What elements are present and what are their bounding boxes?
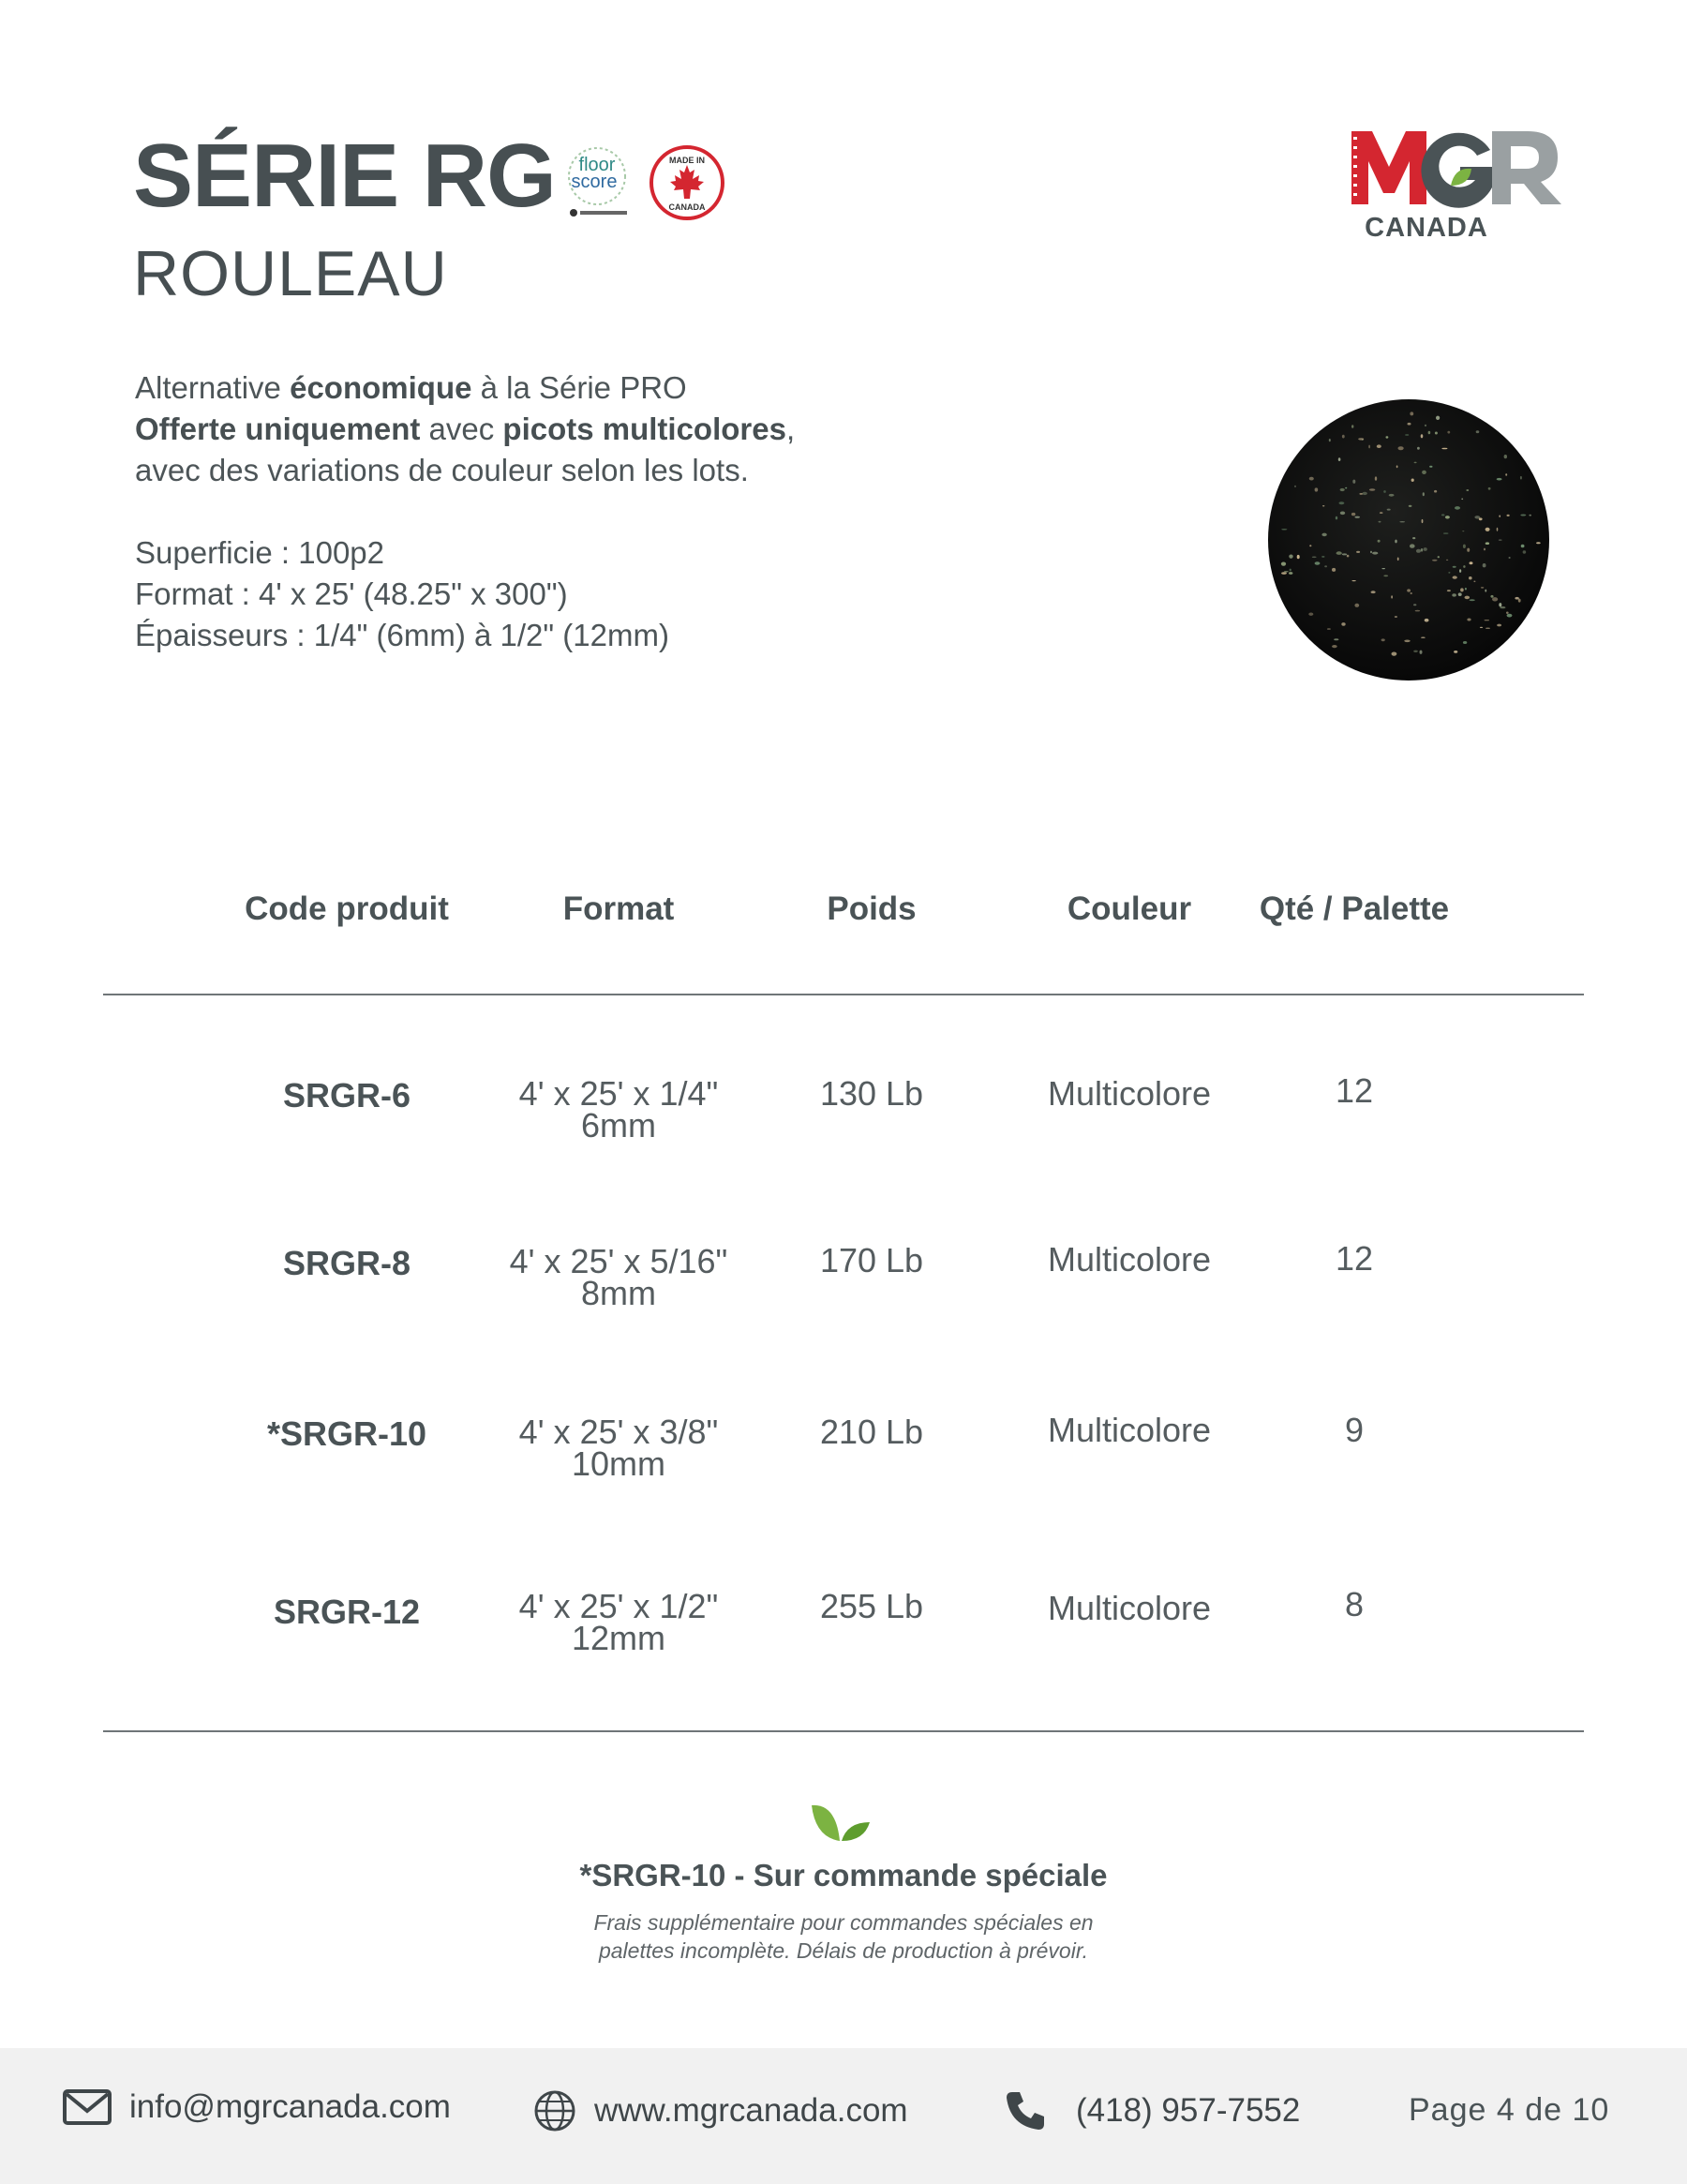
- special-order-title: *SRGR-10 - Sur commande spéciale: [579, 1858, 1108, 1892]
- swatch-speckle: [1492, 597, 1498, 601]
- swatch-speckle: [1398, 446, 1404, 450]
- swatch-speckle: [1381, 638, 1385, 641]
- swatch-speckle: [1342, 435, 1345, 439]
- swatch-speckle: [1289, 555, 1292, 559]
- col-header-weight: Poids: [827, 890, 917, 927]
- mgr-canada-logo: [1350, 122, 1575, 244]
- swatch-speckle: [1414, 462, 1417, 464]
- swatch-speckle: [1392, 652, 1397, 656]
- swatch-speckle: [1507, 614, 1513, 618]
- swatch-speckle: [1463, 545, 1466, 548]
- swatch-speckle: [1432, 560, 1438, 561]
- swatch-speckle: [1520, 476, 1522, 480]
- floorscore-line1: floor: [578, 155, 616, 175]
- spec-format: Format : 4' x 25' (48.25" x 300"): [135, 576, 568, 611]
- made-in-text: MADE IN: [669, 156, 705, 165]
- swatch-speckle: [1507, 515, 1510, 516]
- swatch-speckle: [1422, 471, 1426, 474]
- swatch-speckle: [1504, 455, 1507, 458]
- col-header-color: Couleur: [1067, 890, 1192, 927]
- globe-icon: [532, 2088, 577, 2133]
- swatch-speckle: [1413, 651, 1418, 652]
- product-swatch-image: [1267, 398, 1550, 681]
- product-qty: 12: [1335, 1239, 1374, 1278]
- floorscore-line2: score: [571, 172, 618, 192]
- swatch-speckle: [1399, 521, 1405, 522]
- swatch-speckle: [1375, 476, 1377, 480]
- spec-thickness: Épaisseurs : 1/4" (6mm) à 1/2" (12mm): [135, 618, 669, 652]
- swatch-speckle: [1342, 553, 1347, 555]
- swatch-speckle: [1281, 562, 1286, 566]
- product-weight: 210 Lb: [819, 1413, 924, 1451]
- logo-subtext: CANADA: [1365, 213, 1488, 243]
- swatch-speckle: [1463, 641, 1467, 644]
- spec-area: Superficie : 100p2: [135, 535, 385, 570]
- swatch-speckle: [1395, 540, 1396, 544]
- swatch-speckle: [1529, 515, 1531, 516]
- footer-website[interactable]: [532, 2088, 908, 2133]
- swatch-speckle: [1445, 516, 1450, 518]
- page-number: Page 4 de 10: [1409, 2092, 1610, 2128]
- swatch-speckle: [1354, 516, 1360, 518]
- swatch-speckle: [1284, 571, 1289, 572]
- swatch-speckle: [1371, 591, 1376, 593]
- swatch-speckle: [1312, 557, 1317, 559]
- swatch-speckle: [1467, 548, 1470, 552]
- col-header-format: Format: [562, 890, 675, 927]
- product-qty: 8: [1344, 1585, 1365, 1623]
- swatch-speckle: [1425, 619, 1429, 622]
- made-in-canada-badge: [647, 142, 727, 223]
- swatch-speckle: [1368, 445, 1370, 449]
- swatch-speckle: [1515, 597, 1518, 600]
- swatch-speckle: [1397, 558, 1399, 561]
- swatch-speckle: [1389, 494, 1395, 497]
- swatch-speckle: [1332, 645, 1337, 648]
- swatch-speckle: [1327, 628, 1331, 630]
- page-title: SÉRIE RG: [133, 126, 556, 226]
- swatch-speckle: [1421, 636, 1426, 638]
- swatch-speckle: [1443, 532, 1449, 533]
- swatch-speckle: [1474, 516, 1480, 518]
- swatch-speckle: [1381, 568, 1385, 569]
- swatch-speckle: [1322, 505, 1324, 506]
- product-color: Multicolore: [1047, 1074, 1212, 1113]
- swatch-speckle: [1470, 561, 1473, 564]
- product-format: 4' x 25' x 5/16" 8mm: [509, 1242, 728, 1312]
- product-code: *SRGR-10: [266, 1414, 427, 1453]
- swatch-speckle: [1405, 434, 1409, 435]
- swatch-speckle: [1290, 569, 1291, 572]
- swatch-speckle: [1309, 545, 1311, 546]
- swatch-speckle: [1377, 444, 1381, 448]
- swatch-speckle: [1448, 572, 1450, 574]
- swatch-speckle: [1415, 610, 1420, 612]
- swatch-speckle: [1380, 512, 1383, 514]
- swatch-speckle: [1453, 566, 1456, 568]
- swatch-speckle: [1340, 488, 1345, 491]
- swatch-speckle: [1436, 416, 1440, 420]
- swatch-speckle: [1363, 492, 1367, 495]
- swatch-speckle: [1480, 627, 1483, 628]
- swatch-speckle: [1383, 490, 1386, 493]
- swatch-speckle: [1351, 513, 1355, 516]
- product-color: Multicolore: [1047, 1589, 1212, 1627]
- swatch-speckle: [1506, 612, 1509, 614]
- swatch-speckle: [1459, 569, 1461, 573]
- table-top-rule: [103, 994, 1584, 995]
- swatch-speckle: [1518, 599, 1521, 603]
- swatch-speckle: [1488, 487, 1491, 490]
- product-format: 4' x 25' x 1/2" 12mm: [518, 1587, 719, 1657]
- swatch-speckle: [1505, 473, 1507, 476]
- swatch-speckle: [1413, 604, 1416, 606]
- special-order-note: Frais supplémentaire pour commandes spéciales en palettes incomplète. Délais de production à prévoir.: [593, 1910, 1094, 1963]
- swatch-speckle: [1281, 529, 1287, 530]
- product-color: Multicolore: [1047, 1240, 1212, 1279]
- swatch-speckle: [1321, 533, 1326, 537]
- swatch-speckle: [1438, 556, 1440, 558]
- swatch-speckle: [1485, 620, 1490, 621]
- swatch-speckle: [1332, 568, 1336, 572]
- swatch-speckle: [1447, 590, 1451, 591]
- swatch-speckle: [1356, 551, 1360, 553]
- swatch-speckle: [1315, 487, 1319, 491]
- swatch-speckle: [1423, 492, 1425, 496]
- swatch-speckle: [1485, 628, 1490, 629]
- swatch-speckle: [1425, 425, 1426, 426]
- product-qty: 9: [1344, 1411, 1365, 1449]
- swatch-speckle: [1407, 589, 1411, 591]
- swatch-speckle: [1446, 560, 1448, 561]
- swatch-speckle: [1469, 576, 1472, 579]
- swatch-speckle: [1429, 466, 1432, 468]
- swatch-speckle: [1520, 515, 1526, 516]
- swatch-speckle: [1358, 438, 1364, 440]
- product-color: Multicolore: [1047, 1411, 1212, 1449]
- swatch-speckle: [1289, 572, 1292, 575]
- col-header-code: Code produit: [245, 890, 449, 927]
- swatch-speckle: [1461, 499, 1463, 501]
- swatch-speckle: [1428, 431, 1431, 435]
- swatch-speckle: [1422, 519, 1424, 523]
- swatch-speckle: [1338, 457, 1341, 461]
- swatch-speckle: [1476, 430, 1480, 433]
- swatch-speckle: [1467, 619, 1471, 621]
- swatch-speckle: [1410, 411, 1413, 415]
- swatch-speckle: [1339, 501, 1345, 504]
- swatch-speckle: [1412, 537, 1415, 539]
- swatch-speckle: [1483, 563, 1486, 567]
- swatch-speckle: [1421, 434, 1424, 438]
- swatch-speckle: [1387, 509, 1391, 511]
- swatch-speckle: [1521, 545, 1525, 548]
- swatch-speckle: [1465, 596, 1471, 600]
- product-format: 4' x 25' x 1/4" 6mm: [518, 1074, 719, 1144]
- swatch-speckle: [1435, 432, 1438, 435]
- swatch-speckle: [1455, 506, 1460, 510]
- swatch-speckle: [1466, 489, 1469, 491]
- swatch-speckle: [1354, 604, 1359, 607]
- swatch-speckle: [1434, 490, 1437, 493]
- swatch-speckle: [1499, 516, 1500, 517]
- swatch-speckle: [1499, 603, 1501, 606]
- swatch-speckle: [1411, 592, 1412, 594]
- swatch-speckle: [1370, 551, 1372, 554]
- swatch-speckle: [1497, 478, 1502, 481]
- swatch-speckle: [1383, 575, 1388, 576]
- swatch-speckle: [1523, 550, 1527, 553]
- footer-email[interactable]: [62, 2088, 451, 2126]
- swatch-speckle: [1329, 439, 1331, 441]
- swatch-speckle: [1369, 488, 1375, 491]
- swatch-speckle: [1334, 638, 1338, 640]
- mail-icon: [62, 2088, 112, 2126]
- swatch-speckle: [1485, 590, 1486, 592]
- swatch-speckle: [1281, 572, 1287, 575]
- swatch-speckle: [1473, 581, 1475, 583]
- product-weight: 170 Lb: [819, 1241, 924, 1279]
- col-header-qty: Qté / Palette: [1259, 890, 1450, 927]
- swatch-speckle: [1481, 587, 1484, 588]
- swatch-speckle: [1386, 436, 1389, 438]
- table-bottom-rule: [103, 1730, 1584, 1732]
- swatch-speckle: [1536, 542, 1541, 544]
- swatch-speckle: [1465, 588, 1467, 591]
- product-format: 4' x 25' x 3/8" 10mm: [518, 1413, 719, 1483]
- swatch-speckle: [1485, 542, 1489, 545]
- swatch-speckle: [1452, 593, 1456, 596]
- swatch-speckle: [1294, 486, 1296, 487]
- swatch-speckle: [1485, 528, 1490, 531]
- swatch-speckle: [1421, 548, 1423, 552]
- product-weight: 255 Lb: [819, 1587, 924, 1625]
- swatch-speckle: [1441, 514, 1445, 516]
- swatch-speckle: [1321, 556, 1324, 558]
- swatch-speckle: [1484, 548, 1485, 551]
- swatch-speckle: [1315, 561, 1321, 564]
- floorscore-badge: [559, 142, 635, 219]
- leaf-icon: [808, 1800, 873, 1847]
- swatch-speckle: [1409, 505, 1412, 507]
- swatch-speckle: [1308, 613, 1313, 616]
- swatch-speckle: [1500, 606, 1505, 608]
- swatch-speckle: [1341, 622, 1345, 626]
- page-subtitle: ROULEAU: [133, 238, 448, 309]
- swatch-speckle: [1309, 477, 1314, 481]
- swatch-speckle: [1410, 544, 1415, 547]
- swatch-speckle: [1345, 487, 1347, 489]
- product-qty: 12: [1335, 1071, 1374, 1110]
- swatch-speckle: [1490, 595, 1493, 598]
- swatch-speckle: [1347, 555, 1350, 558]
- swatch-speckle: [1447, 431, 1450, 434]
- swatch-speckle: [1470, 599, 1475, 601]
- swatch-speckle: [1417, 447, 1420, 450]
- swatch-speckle: [1509, 557, 1511, 559]
- swatch-speckle: [1336, 551, 1342, 555]
- product-code: SRGR-6: [282, 1076, 411, 1114]
- swatch-speckle: [1460, 588, 1464, 591]
- intro-text: Alternative économique à la Série PRO Offerte uniquement avec picots multicolores, avec des variations de couleur selon les lots.: [135, 370, 796, 487]
- swatch-speckle: [1441, 448, 1447, 450]
- product-weight: 130 Lb: [819, 1074, 924, 1113]
- swatch-speckle: [1404, 640, 1410, 643]
- swatch-speckle: [1351, 425, 1353, 428]
- swatch-speckle: [1297, 555, 1300, 559]
- swatch-speckle: [1379, 521, 1381, 523]
- swatch-speckle: [1453, 576, 1457, 578]
- spec-list: [135, 532, 669, 656]
- phone-number[interactable]: (418) 957-7552: [1076, 2092, 1301, 2129]
- swatch-speckle: [1372, 552, 1378, 555]
- swatch-speckle: [1340, 512, 1345, 516]
- phone-icon: [1003, 2088, 1048, 2133]
- website-link[interactable]: www.mgrcanada.com: [594, 2092, 908, 2129]
- swatch-speckle: [1336, 516, 1337, 520]
- swatch-speckle: [1497, 624, 1501, 627]
- email-link[interactable]: info@mgrcanada.com: [129, 2088, 451, 2125]
- swatch-speckle: [1499, 540, 1502, 541]
- canada-text: CANADA: [668, 202, 706, 212]
- swatch-speckle: [1352, 480, 1355, 484]
- swatch-speckle: [1424, 547, 1427, 551]
- swatch-speckle: [1416, 549, 1421, 553]
- swatch-speckle: [1408, 423, 1411, 426]
- swatch-speckle: [1378, 540, 1381, 543]
- swatch-speckle: [1411, 479, 1414, 482]
- swatch-speckle: [1497, 528, 1499, 531]
- product-code: SRGR-12: [273, 1593, 421, 1631]
- footer-phone[interactable]: [1003, 2088, 1300, 2133]
- swatch-speckle: [1324, 565, 1327, 567]
- product-code: SRGR-8: [282, 1244, 411, 1282]
- swatch-speckle: [1351, 580, 1355, 581]
- swatch-speckle: [1458, 592, 1462, 596]
- swatch-speckle: [1454, 651, 1457, 653]
- swatch-speckle: [1396, 465, 1398, 468]
- swatch-speckle: [1391, 595, 1393, 598]
- swatch-speckle: [1420, 651, 1423, 654]
- swatch-speckle: [1463, 565, 1465, 568]
- swatch-speckle: [1395, 616, 1397, 618]
